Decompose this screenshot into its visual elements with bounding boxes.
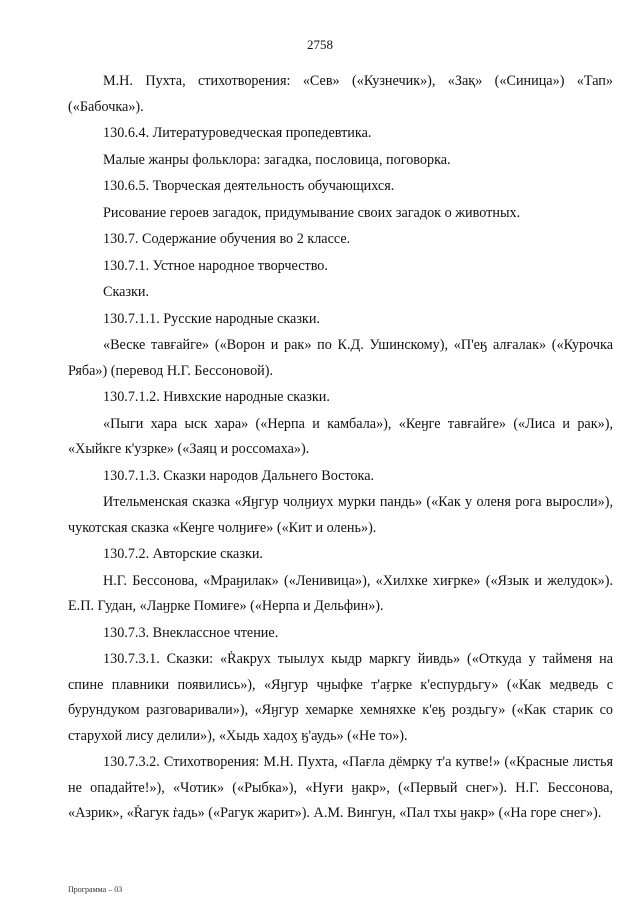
paragraph: Ительменская сказка «Яӈгур чолӈиух мурки пандь» («Как у оленя рога выросли»), чукотская сказка «Кеӈге чолӈиғе» («Кит и олень»).: [68, 494, 613, 536]
paragraph: Рисование героев загадок, придумывание своих загадок о животных.: [103, 204, 521, 221]
paragraph: 130.7.3. Внеклассное чтение.: [103, 624, 279, 641]
paragraph: 130.6.5. Творческая деятельность обучающихся.: [103, 178, 395, 194]
paragraph: Н.Г. Бессонова, «Мраӈилак» («Ленивица»), «Хилхке хиғрке» («Язык и желудок»). Е.П. Гудан, «Лаӈрке Помиғе» («Нерпа и Дельфин»).: [68, 572, 613, 614]
paragraph: М.Н. Пухта, стихотворения: «Сев» («Кузнечик»), «Зақ» («Синица») «Тап» («Бабочка»).: [68, 73, 613, 115]
paragraph: 130.7.3.2. Стихотворения: М.Н. Пухта, «Пағла дёмрку т'а кутве!» («Красные листья не опадайте!»), «Чотик» («Рыбка»), «Нуғи ӈакр», («Первый снег»). Н.Г. Бессонова, «Азрик», «Ṙагук ṙадь» («Рагук жарит»). А.М. Вингун, «Пал тхы ӈакр» («На горе снег»).: [68, 754, 613, 821]
paragraph: 130.7. Содержание обучения во 2 классе.: [103, 231, 351, 247]
paragraph: 130.7.3.1. Сказки: «Ṙакрух тыылух кыдр маркгу йивдь» («Откуда у тайменя на спине плавники появились»), «Яӈгур чӈыфке т'аӻрке к'еспурдьгу» («Как медведь с бурундуком разговаривали»), «Яӈгур хемарке хемняхке к'еӄ роздьгу» («Как старик со старухой лису делили»), «Хыдь хадоӽ ӄ'аудь» («Не то»).: [68, 651, 613, 744]
page-number: 2758: [307, 37, 333, 52]
paragraph: Сказки.: [103, 284, 150, 300]
paragraph: «Пыги хара ыск хара» («Нерпа и камбала»), «Кеӈге тавғайге» («Лиса и рак»), «Хыйкге к'узрке» («Заяц и россомаха»).: [68, 415, 613, 457]
paragraph: 130.7.1. Устное народное творчество.: [103, 257, 328, 274]
document-body: [68, 69, 613, 827]
footer-label: Программа – 03: [68, 885, 123, 894]
paragraph: 130.7.1.2. Нивхские народные сказки.: [103, 389, 330, 405]
paragraph: 130.7.1.1. Русские народные сказки.: [103, 310, 320, 327]
paragraph: 130.7.2. Авторские сказки.: [103, 546, 263, 562]
paragraph: 130.6.4. Литературоведческая пропедевтика.: [103, 125, 372, 141]
paragraph: 130.7.1.3. Сказки народов Дальнего Востока.: [103, 467, 375, 484]
paragraph: Малые жанры фольклора: загадка, пословица, поговорка.: [103, 151, 451, 168]
paragraph: «Веске тавғайге» («Ворон и рак» по К.Д. Ушинскому), «П'еӄ алғалак» («Курочка Ряба») (перевод Н.Г. Бессоновой).: [68, 337, 613, 379]
